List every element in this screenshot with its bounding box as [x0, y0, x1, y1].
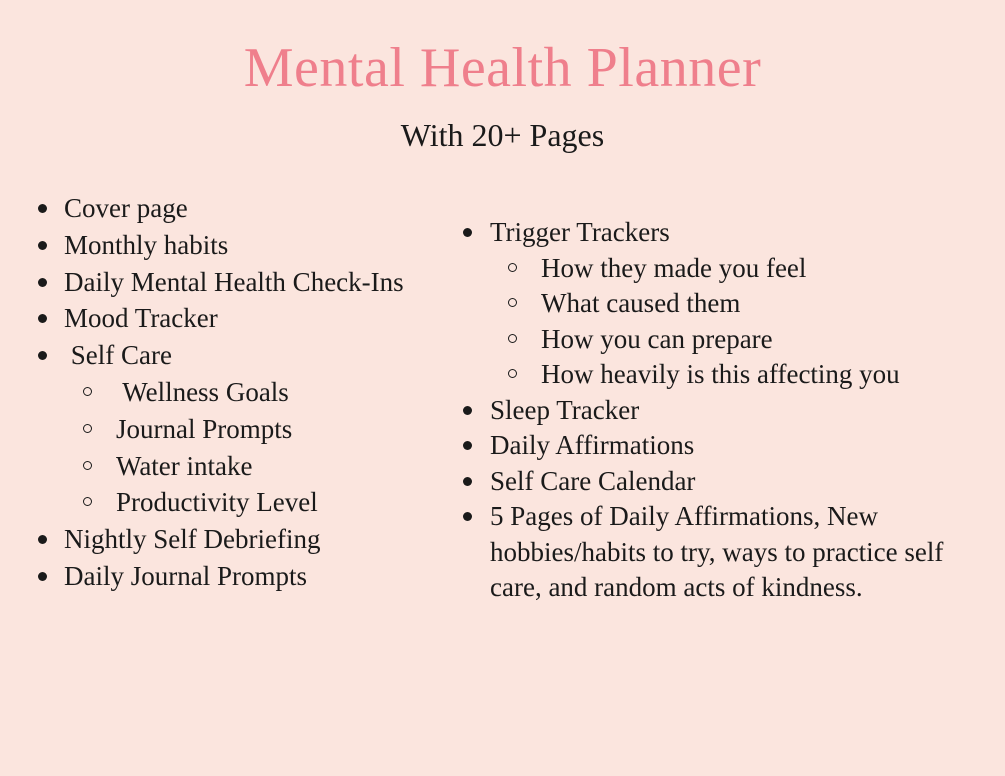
page-title: Mental Health Planner — [243, 37, 762, 99]
list-item — [463, 393, 993, 429]
bullet-icon — [463, 441, 472, 450]
sub-list-item — [38, 374, 458, 411]
list-item-label: Sleep Tracker — [490, 394, 640, 425]
list-item — [463, 499, 993, 606]
list-item-label: Daily Affirmations — [490, 430, 695, 460]
list-item — [38, 337, 458, 374]
list-item-label: Daily Mental Health Check-Ins — [64, 266, 404, 297]
sub-list-item — [38, 411, 458, 448]
bullet-icon — [38, 241, 47, 250]
bullet-icon — [38, 351, 47, 360]
list-item-label: Monthly habits — [64, 229, 229, 260]
list-item — [38, 227, 458, 264]
list-item-label: Cover page — [64, 193, 188, 223]
list-item-label: 5 Pages of Daily Affirmations, New hobbies/habits to try, ways to practice self care, and random acts of kindness. — [490, 501, 944, 602]
hollow-bullet-icon — [83, 497, 92, 506]
sub-list-item — [463, 357, 993, 393]
sub-list-item — [38, 448, 458, 485]
list-item-label: Water intake — [116, 450, 253, 481]
list-item — [463, 464, 993, 500]
list-item — [38, 558, 458, 595]
list-item-label: How heavily is this affecting you — [541, 359, 900, 389]
left-feature-list — [38, 190, 458, 595]
list-item-label: Trigger Trackers — [490, 217, 670, 247]
bullet-icon — [38, 535, 47, 544]
list-item — [38, 300, 458, 337]
bullet-icon — [463, 228, 472, 237]
hollow-bullet-icon — [508, 369, 517, 378]
bullet-icon — [38, 204, 47, 213]
hollow-bullet-icon — [83, 387, 92, 396]
sub-list-item — [463, 322, 993, 358]
bullet-icon — [38, 572, 47, 581]
list-item-label: Mood Tracker — [64, 303, 218, 334]
hollow-bullet-icon — [83, 424, 92, 433]
list-item — [463, 215, 993, 251]
list-item-label: Wellness Goals — [116, 376, 289, 407]
list-item-label: Self Care Calendar — [490, 465, 696, 496]
sub-list-item — [463, 286, 993, 322]
hollow-bullet-icon — [508, 263, 517, 272]
list-item-label: How you can prepare — [541, 323, 773, 354]
list-item — [38, 264, 458, 301]
list-item-label: Daily Journal Prompts — [64, 560, 307, 591]
page-subtitle: With 20+ Pages — [400, 117, 605, 153]
bullet-icon — [463, 406, 472, 415]
list-item-label: Nightly Self Debriefing — [64, 524, 321, 555]
list-item — [38, 190, 458, 227]
hollow-bullet-icon — [508, 334, 517, 343]
sub-list-item — [463, 251, 993, 287]
bullet-icon — [38, 314, 47, 323]
list-item — [463, 428, 993, 464]
bullet-icon — [463, 512, 472, 521]
hollow-bullet-icon — [508, 298, 517, 307]
sub-list-item — [38, 484, 458, 521]
list-item-label: Self Care — [64, 340, 172, 371]
list-item — [38, 521, 458, 558]
list-item-label: How they made you feel — [541, 252, 807, 283]
bullet-icon — [463, 477, 472, 486]
right-feature-list — [463, 215, 993, 606]
hollow-bullet-icon — [83, 461, 92, 470]
list-item-label: Journal Prompts — [116, 413, 293, 444]
list-item-label: Productivity Level — [116, 487, 318, 518]
bullet-icon — [38, 278, 47, 287]
list-item-label: What caused them — [541, 288, 741, 318]
